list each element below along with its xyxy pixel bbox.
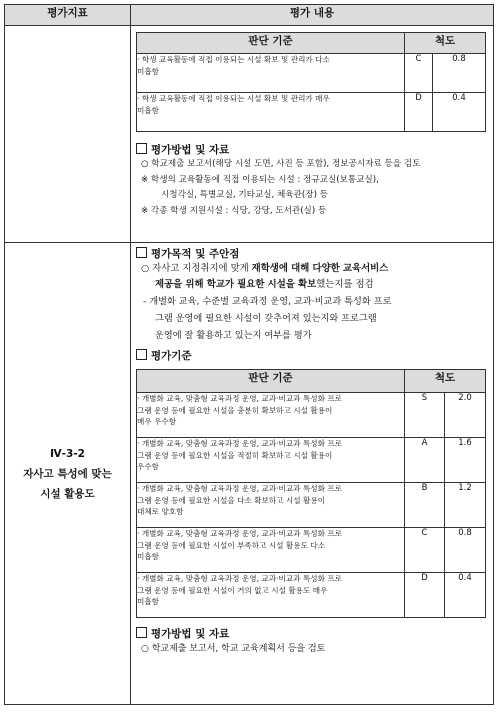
purpose-detail-cont: 운영에 잘 활용하고 있는지 여부를 평가 xyxy=(155,330,312,341)
indicator-row xyxy=(5,243,494,705)
indicator-row-continued xyxy=(5,26,494,243)
score: 0.8 xyxy=(445,528,486,573)
criteria-row xyxy=(137,54,486,93)
content-cell xyxy=(131,26,494,243)
grade: C xyxy=(405,54,433,93)
criteria-header: 판단 기준 xyxy=(137,33,405,54)
purpose-line: 제공을 위해 학교가 필요한 시설을 확보했는지를 점검 xyxy=(155,279,374,290)
criteria-text: · 개별화 교육, 맞춤형 교육과정 운영, 교과·비교과 특성화 프로 그램 운영 등에 필요한 시설을 충분히 확보하고 시설 활용이 매우 우수함 xyxy=(137,393,405,438)
method-heading: 평가방법 및 자료 xyxy=(131,626,493,641)
criteria-heading: 평가기준 xyxy=(131,348,493,363)
content-cell xyxy=(131,243,494,705)
checkbox-square-icon xyxy=(136,349,147,360)
criteria-text: · 학생 교육활동에 직접 이용되는 시설 확보 및 관리가 매우 미흡함 xyxy=(137,93,405,132)
purpose-line: ○ 자사고 지정취지에 맞게 재학생에 대해 다양한 교육서비스 xyxy=(141,263,389,274)
criteria-header: 판단 기준 xyxy=(137,370,405,393)
criteria-row xyxy=(137,393,486,438)
indicator-cell xyxy=(5,243,131,705)
grade: B xyxy=(405,483,445,528)
criteria-table-1 xyxy=(136,32,486,132)
header-content: 평가 내용 xyxy=(131,5,494,26)
checkbox-square-icon xyxy=(136,143,147,154)
method-note: ※ 학생의 교육활동에 직접 이용되는 시설 : 정규교실(보통교실), xyxy=(141,174,379,185)
grade: C xyxy=(405,528,445,573)
scale-header: 척도 xyxy=(405,370,486,393)
grade: S xyxy=(405,393,445,438)
header-indicator: 평가지표 xyxy=(5,5,131,26)
method-line: ○ 학교제출 보고서, 학교 교육계획서 등을 검토 xyxy=(141,644,326,654)
evaluation-table xyxy=(4,4,494,705)
checkbox-square-icon xyxy=(136,627,147,638)
score: 1.6 xyxy=(445,438,486,483)
method-note-cont: 시청각실, 특별교실, 기타교실, 체육관(장) 등 xyxy=(161,190,328,200)
score: 1.2 xyxy=(445,483,486,528)
criteria-row xyxy=(137,438,486,483)
scale-header: 척도 xyxy=(405,33,486,54)
criteria-row xyxy=(137,573,486,618)
indicator-name-line1: 자사고 특성에 맞는 xyxy=(23,467,112,480)
criteria-row xyxy=(137,93,486,132)
score: 0.4 xyxy=(445,573,486,618)
criteria-text: · 학생 교육활동에 직접 이용되는 시설 확보 및 관리가 다소 미흡함 xyxy=(137,54,405,93)
criteria-text: · 개별화 교육, 맞춤형 교육과정 운영, 교과·비교과 특성화 프로 그램 운영 등에 필요한 시설을 다소 확보하고 시설 활용이 대체로 양호함 xyxy=(137,483,405,528)
criteria-row xyxy=(137,483,486,528)
indicator-name-line2: 시설 활용도 xyxy=(40,487,95,500)
criteria-text: · 개별화 교육, 맞춤형 교육과정 운영, 교과·비교과 특성화 프로 그램 운영 등에 필요한 시설을 적절히 확보하고 시설 활용이 우수함 xyxy=(137,438,405,483)
grade: D xyxy=(405,93,433,132)
purpose-detail-cont: 그램 운영에 필요한 시설이 갖추어져 있는지와 프로그램 xyxy=(155,313,377,324)
method-note: ※ 각종 학생 지원시설 : 식당, 강당, 도서관(실) 등 xyxy=(141,205,327,216)
purpose-detail: - 개별화 교육, 수준별 교육과정 운영, 교과·비교과 특성화 프로 xyxy=(143,296,392,307)
checkbox-square-icon xyxy=(136,247,147,258)
header-row xyxy=(5,5,494,26)
criteria-text: · 개별화 교육, 맞춤형 교육과정 운영, 교과·비교과 특성화 프로 그램 운영 등에 필요한 시설이 거의 없고 시설 활용도 매우 미흡함 xyxy=(137,573,405,618)
purpose-heading: 평가목적 및 주안점 xyxy=(131,246,493,261)
criteria-table-2 xyxy=(136,369,486,618)
criteria-text: · 개별화 교육, 맞춤형 교육과정 운영, 교과·비교과 특성화 프로 그램 운영 등에 필요한 시설이 부족하고 시설 활용도 다소 미흡함 xyxy=(137,528,405,573)
indicator-cell-empty xyxy=(5,26,131,243)
criteria-row xyxy=(137,528,486,573)
score: 0.8 xyxy=(433,54,486,93)
grade: A xyxy=(405,438,445,483)
score: 0.4 xyxy=(433,93,486,132)
method-heading: 평가방법 및 자료 xyxy=(131,142,493,157)
score: 2.0 xyxy=(445,393,486,438)
grade: D xyxy=(405,573,445,618)
indicator-code: Ⅳ-3-2 xyxy=(50,447,85,460)
document-page xyxy=(4,4,494,705)
method-line: ○ 학교제출 보고서(해당 시설 도면, 사진 등 포함), 정보공시자료 등을 검토 xyxy=(141,159,421,169)
